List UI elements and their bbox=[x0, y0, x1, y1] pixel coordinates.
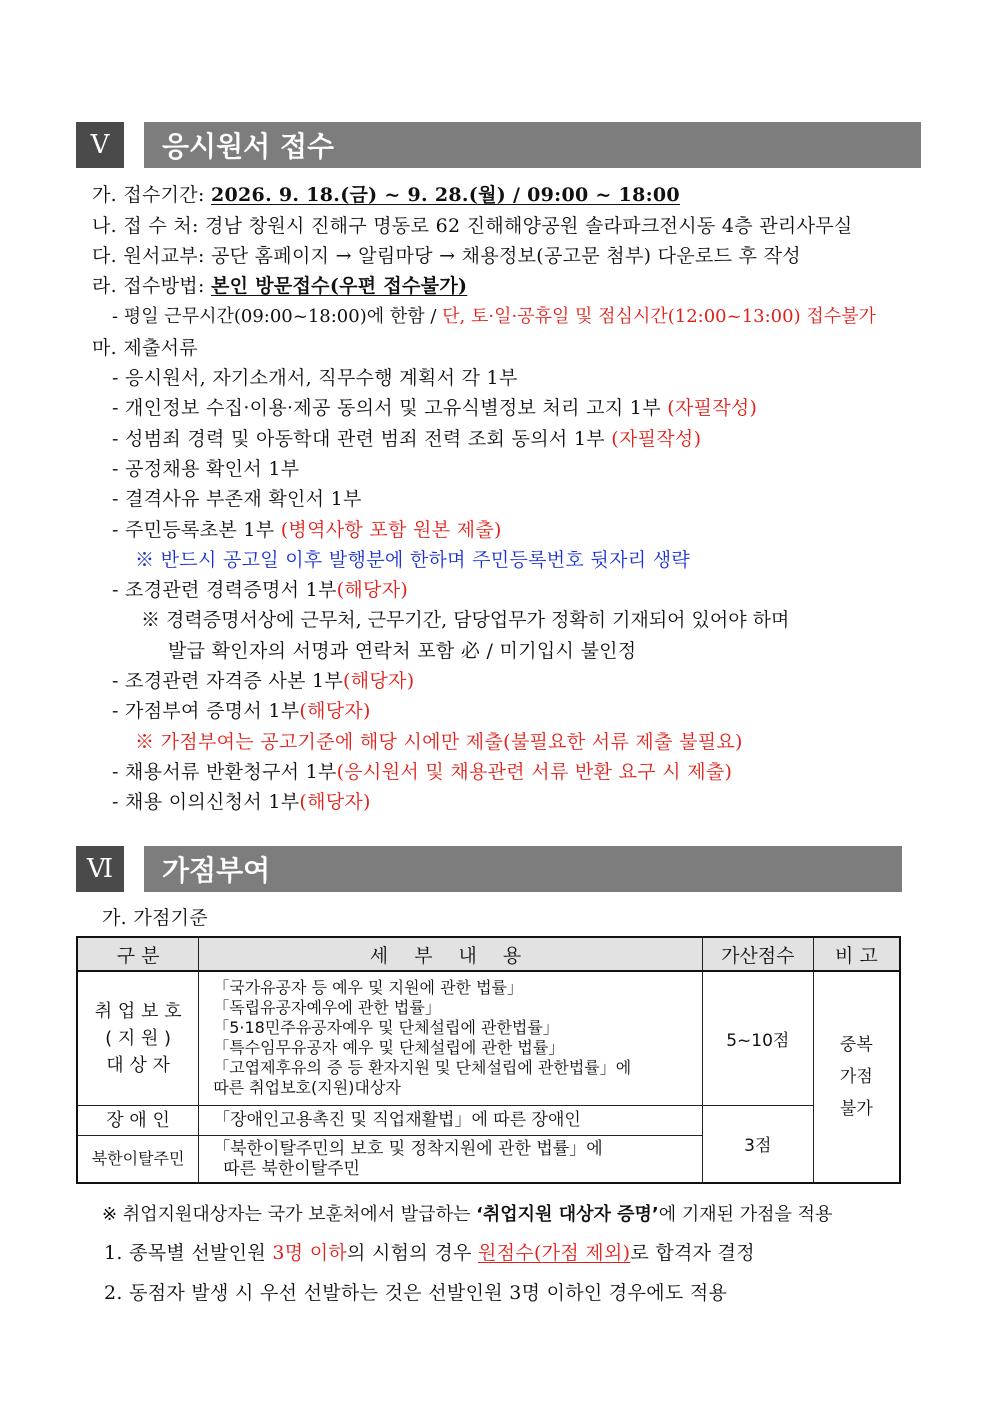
category-cell: 북한이탈주민 bbox=[77, 1135, 199, 1183]
method-label: 라. 접수방법: bbox=[92, 275, 205, 297]
score-cell: 3점 bbox=[702, 1105, 813, 1183]
doc-item-text: - 조경관련 자격증 사본 1부 bbox=[112, 670, 344, 692]
rule-1 bbox=[104, 1238, 755, 1265]
category-line: 취 업 보 호 bbox=[94, 1000, 182, 1022]
period-value: 2026. 9. 18.(금) ~ 9. 28.(월) / 09:00 ~ 18:00 bbox=[211, 184, 680, 206]
doc-item bbox=[112, 757, 732, 784]
doc-note: ※ 경력증명서상에 근무처, 근무기간, 담당업무가 정확히 기재되어 있어야 하며 bbox=[141, 609, 790, 631]
doc-item-text: - 채용서류 반환청구서 1부 bbox=[112, 761, 337, 783]
doc-item-text: - 성범죄 경력 및 아동학대 관련 범죄 전력 조회 동의서 1부 bbox=[112, 428, 612, 450]
law-line: 「고엽제후유의 증 등 환자지원 및 단체설립에 관한법률」에 bbox=[213, 1058, 632, 1078]
category-line: ( 지 원 ) bbox=[105, 1027, 172, 1049]
category-line: 대 상 자 bbox=[106, 1054, 170, 1076]
header-score: 가산점수 bbox=[702, 937, 813, 971]
note-line: 중복 bbox=[839, 1035, 873, 1055]
doc-item-remark: (해당자) bbox=[299, 791, 371, 813]
doc-item-text: - 공정채용 확인서 1부 bbox=[112, 458, 300, 480]
bonus-criteria-label: 가. 가점기준 bbox=[102, 907, 208, 929]
period-label: 가. 접수기간: bbox=[92, 184, 205, 206]
section-6-title: 가점부여 bbox=[144, 846, 902, 892]
doc-item bbox=[112, 696, 371, 723]
distribution-label: 다. 원서교부: bbox=[92, 245, 205, 267]
law-line: 「특수임무유공자 예우 및 단체설립에 관한 법률」 bbox=[213, 1038, 565, 1058]
rule-text: 의 시험의 경우 bbox=[347, 1242, 478, 1264]
location-label: 나. 접 수 처: bbox=[92, 215, 199, 237]
law-line: 「국가유공자 등 예우 및 지원에 관한 법률」 bbox=[213, 978, 523, 998]
method-note-hours: - 평일 근무시간(09:00~18:00)에 한함 / bbox=[112, 306, 443, 327]
rule-emphasis: 원점수(가점 제외) bbox=[477, 1242, 631, 1264]
method-value: 본인 방문접수(우편 접수불가) bbox=[211, 275, 468, 297]
score-cell: 5~10점 bbox=[702, 971, 813, 1105]
category-cell bbox=[77, 971, 199, 1105]
details-cell bbox=[199, 971, 703, 1105]
doc-item-remark: (해당자) bbox=[299, 700, 371, 722]
doc-item-remark: (응시원서 및 채용관련 서류 반환 요구 시 제출) bbox=[336, 761, 733, 783]
method-line bbox=[92, 271, 467, 298]
table-row bbox=[77, 1105, 900, 1135]
doc-item-text: - 개인정보 수집·이용·제공 동의서 및 고유식별정보 처리 고지 1부 bbox=[112, 397, 668, 419]
note-text: ※ 취업지원대상자는 국가 보훈처에서 발급하는 bbox=[102, 1204, 477, 1225]
doc-note: ※ 반드시 공고일 이후 발행분에 한하며 주민등록번호 뒷자리 생략 bbox=[135, 549, 691, 571]
law-line: 따른 북한이탈주민 bbox=[223, 1158, 360, 1179]
doc-item-text: - 결격사유 부존재 확인서 1부 bbox=[112, 488, 362, 510]
doc-item bbox=[112, 575, 408, 602]
doc-item bbox=[112, 393, 757, 420]
doc-note: ※ 가점부여는 공고기준에 해당 시에만 제출(불필요한 서류 제출 불필요) bbox=[135, 731, 743, 753]
location-line bbox=[92, 211, 853, 238]
doc-item-text: - 조경관련 경력증명서 1부 bbox=[112, 579, 337, 601]
header-note: 비 고 bbox=[813, 937, 900, 971]
table-row bbox=[77, 971, 900, 1105]
doc-item bbox=[112, 515, 502, 542]
details-cell: 「장애인고용촉진 및 직업재활법」에 따른 장애인 bbox=[199, 1105, 703, 1135]
law-line: 따른 취업보호(지원)대상자 bbox=[213, 1078, 401, 1098]
doc-item bbox=[112, 424, 701, 451]
rule-emphasis: 3명 이하 bbox=[272, 1242, 348, 1264]
law-line: 「독립유공자예우에 관한 법률」 bbox=[213, 998, 441, 1018]
doc-item-text: - 가점부여 증명서 1부 bbox=[112, 700, 300, 722]
doc-item-remark: (병역사항 포함 원본 제출) bbox=[280, 519, 502, 541]
bonus-table bbox=[76, 936, 901, 1184]
location-value: 경남 창원시 진해구 명동로 62 진해해양공원 솔라파크전시동 4층 관리사무실 bbox=[205, 215, 853, 237]
doc-item bbox=[112, 666, 414, 693]
doc-item-text: - 채용 이의신청서 1부 bbox=[112, 791, 300, 813]
method-note-exception: 단, 토·일·공휴일 및 점심시간(12:00~13:00) 접수불가 bbox=[442, 306, 876, 327]
doc-note: 발급 확인자의 서명과 연락처 포함 必 / 미기입시 불인정 bbox=[168, 640, 637, 662]
table-header-row bbox=[77, 937, 900, 971]
category-cell: 장 애 인 bbox=[77, 1105, 199, 1135]
note-emphasis: ‘취업지원 대상자 증명’ bbox=[476, 1204, 659, 1225]
doc-item-text: - 주민등록초본 1부 bbox=[112, 519, 281, 541]
note-cell bbox=[813, 971, 900, 1183]
note-text: 에 기재된 가점을 적용 bbox=[658, 1204, 833, 1225]
section-5-title: 응시원서 접수 bbox=[144, 122, 921, 168]
details-cell bbox=[199, 1135, 703, 1183]
header-details: 세 부 내 용 bbox=[199, 937, 703, 971]
doc-item bbox=[112, 454, 299, 481]
section-6-number: Ⅵ bbox=[76, 846, 124, 892]
doc-item-text: - 응시원서, 자기소개서, 직무수행 계획서 각 1부 bbox=[112, 367, 518, 389]
section-5-header bbox=[76, 122, 921, 168]
note-line: 가점 bbox=[839, 1067, 873, 1087]
doc-item bbox=[112, 787, 371, 814]
doc-item-remark: (자필작성) bbox=[667, 397, 758, 419]
section-5-number: Ⅴ bbox=[76, 122, 124, 168]
law-line: 「5·18민주유공자예우 및 단체설립에 관한법률」 bbox=[213, 1018, 559, 1038]
header-category: 구 분 bbox=[77, 937, 199, 971]
documents-label: 마. 제출서류 bbox=[92, 337, 198, 359]
employment-support-note bbox=[102, 1200, 832, 1226]
doc-item-remark: (해당자) bbox=[336, 579, 409, 601]
doc-item bbox=[112, 363, 518, 390]
rule-2: 2. 동점자 발생 시 우선 선발하는 것은 선발인원 3명 이하인 경우에도 적용 bbox=[104, 1282, 728, 1304]
law-line: 「북한이탈주민의 보호 및 정착지원에 관한 법률」에 bbox=[213, 1138, 603, 1159]
note-line: 불가 bbox=[839, 1099, 873, 1119]
period-line bbox=[92, 180, 680, 207]
distribution-line bbox=[92, 241, 801, 268]
rule-text: 1. 종목별 선발인원 bbox=[104, 1242, 273, 1264]
doc-item-remark: (해당자) bbox=[343, 670, 415, 692]
distribution-value: 공단 홈페이지 → 알림마당 → 채용정보(공고문 첨부) 다운로드 후 작성 bbox=[211, 245, 801, 267]
doc-item bbox=[112, 484, 362, 511]
doc-item-remark: (자필작성) bbox=[611, 428, 702, 450]
section-6-header bbox=[76, 846, 902, 892]
method-note bbox=[112, 302, 876, 328]
rule-text: 로 합격자 결정 bbox=[630, 1242, 755, 1264]
